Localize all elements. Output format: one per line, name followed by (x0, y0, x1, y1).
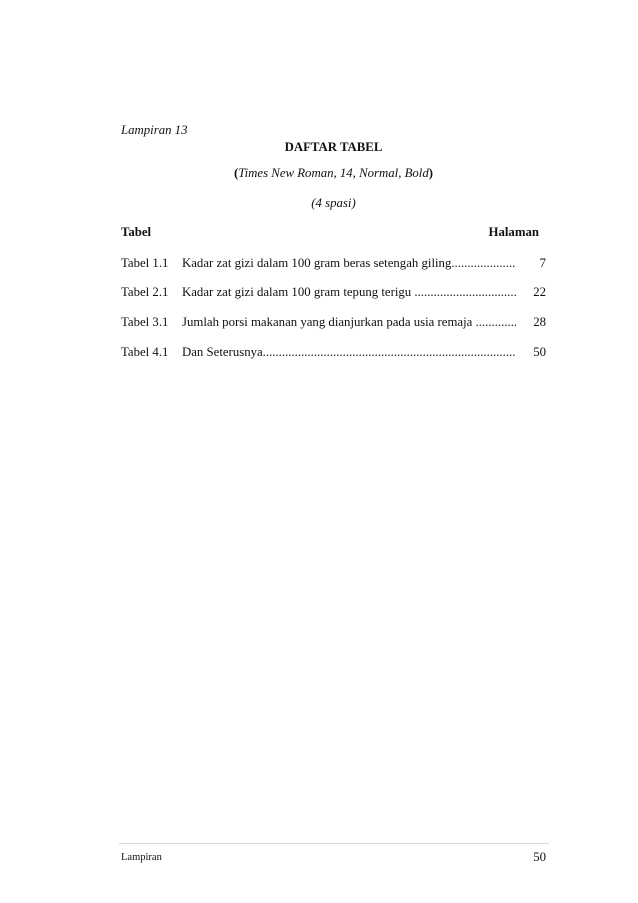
entry-label: Tabel 1.1 (121, 256, 169, 270)
table-list-entry (121, 344, 546, 360)
format-note (121, 165, 546, 181)
entry-description: Kadar zat gizi dalam 100 gram beras setengah giling (182, 256, 452, 270)
column-header-page: Halaman (488, 225, 539, 239)
entry-label: Tabel 2.1 (121, 285, 169, 299)
appendix-label: Lampiran 13 (121, 123, 188, 137)
format-note-text: Times New Roman, 14, Normal, Bold (238, 166, 429, 180)
entry-description: Jumlah porsi makanan yang dianjurkan pada usia remaja (182, 315, 476, 329)
dot-leader (476, 314, 516, 330)
footer-section-label: Lampiran (121, 852, 162, 863)
entry-page-number: 28 (533, 315, 546, 329)
page-title: DAFTAR TABEL (284, 140, 383, 154)
spacing-note: (4 spasi) (311, 196, 356, 210)
entry-page-number: 7 (539, 256, 546, 270)
table-list-header (121, 224, 539, 240)
entry-description: Dan Seterusnya (182, 345, 263, 359)
footer-page-number: 50 (533, 850, 546, 864)
table-list-entry (121, 255, 546, 271)
dot-leader (414, 284, 516, 300)
format-note-open: ( (233, 166, 239, 180)
entry-label: Tabel 3.1 (121, 315, 169, 329)
format-note-close: ) (428, 166, 434, 180)
entry-page-number: 22 (533, 285, 546, 299)
entry-page-number: 50 (533, 345, 546, 359)
dot-leader (451, 255, 516, 271)
table-list-entry (121, 314, 546, 330)
footer-divider (119, 843, 549, 844)
column-header-table: Tabel (121, 225, 152, 239)
dot-leader (263, 344, 516, 360)
table-list-entry (121, 284, 546, 300)
entry-description: Kadar zat gizi dalam 100 gram tepung terigu (182, 285, 415, 299)
entry-label: Tabel 4.1 (121, 345, 169, 359)
